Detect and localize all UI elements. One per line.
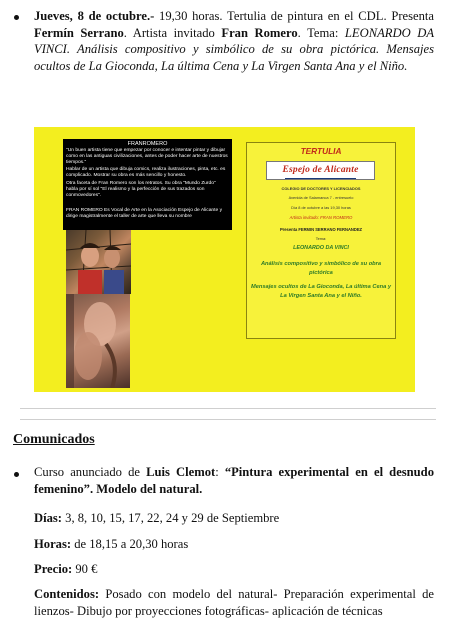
logo-underline [285,178,356,179]
flyer-invited: Artista invitado: FRAN ROMERO [289,215,353,220]
event-poster [34,127,415,392]
flyer-datetime: Día 8 de octubre a las 19,30 horas [291,205,351,210]
flyer-org: COLEGIO DE DOCTORES Y LICENCIADOS [281,186,361,191]
event-paragraph: Jueves, 8 de octubre.- 19,30 horas. Tertulia de pintura en el CDL. Presenta Fermín Serrano. Artista invitado Fran Romero. Tema: LEONARDO DA VINCI. Análisis compositivo y simbólico de su obra pictórica. Mensajes ocultos de La Gioconda, La última Cena y La Virgen Santa Ana y el Niño. [34,9,435,73]
espejo-logo [266,161,375,180]
teacher-name: Luis Clemot [146,465,216,479]
divider [20,419,436,420]
bio-paragraph: Hablar de un artista que dibuja comics, realiza ilustraciones, pinta, etc. es complicado. Mostrar su obra es más sencillo y honesto. [66,167,226,179]
flyer-topic: LEONARDO DA VINCI [293,245,349,251]
bullet [14,15,19,20]
presenter-name: Fermín Serrano [34,25,124,40]
course-hours: Horas: de 18,15 a 20,30 horas [34,537,189,551]
flyer-desc-1: Análisis compositivo y simbólico de su obra pictórica [260,261,382,276]
artist-name: Fran Romero [221,25,298,40]
course-price: Precio: 90 € [34,562,98,576]
course-days: Días: 3, 8, 10, 15, 17, 22, 24 y 29 de Septiembre [34,511,280,525]
section-heading: Comunicados [13,432,95,447]
bullet [14,472,19,477]
event-topic: LEONARDO DA VINCI. Análisis compositivo y simbólico de su obra pictórica. Mensajes ocultos de La Gioconda, La última Cena y La Virgen Santa Ana y el Niño. [34,25,435,73]
divider [20,408,436,409]
bio-paragraph: "Un buen artista tiene que empezar por conocer e intentar pintar y dibujar como en las antiguas civilizaciones, antes de poder hacer arte de nuestros tiempos." [66,148,228,166]
bio-paragraph: Otra faceta de Fran Romero son los retratos. Su obra "Mundo Zurdo" habla por sí sol "El realismo y la perfección de sus trazados son conmovedores". [66,180,216,198]
flyer-address: Avenida de Salamanca 7 - entresuelo [288,195,354,200]
event-date: Jueves, 8 de octubre.- [34,9,155,23]
bio-heading: FRANROMERO [127,141,168,147]
flyer-presenta: Presenta FERMIN SERRANO FERNANDEZ [279,227,363,232]
course-title: “Pintura experimental en el desnudo femenino”. Modelo del natural. [34,465,434,496]
event-flyer [246,142,396,339]
logo-text: Espejo de Alicante [282,165,359,175]
course-announcement: Curso anunciado de Luis Clemot: “Pintura experimental en el desnudo femenino”. Modelo del natural. [34,465,434,496]
flyer-tema: Tema: [315,236,327,241]
flyer-desc-2: Mensajes ocultos de La Gioconda, La última Cena y La Virgen Santa Ana y el Niño. [251,284,392,299]
photo-figure [66,294,130,388]
artist-bio-box [63,139,232,230]
photo-children [66,230,131,294]
flyer-title: TERTULIA [300,146,342,156]
bio-footer: FRAN ROMERO Es Vocal de Arte en la Asociación Espejo de Alicante y dirige magistralmente el taller de arte que lleva su nombre [66,208,223,220]
course-contents: Contenidos: Posado con modelo del natural- Preparación experimental de lienzos- Dibujo por proyecciones fotográficas- aplicación de técnicas [34,587,434,618]
